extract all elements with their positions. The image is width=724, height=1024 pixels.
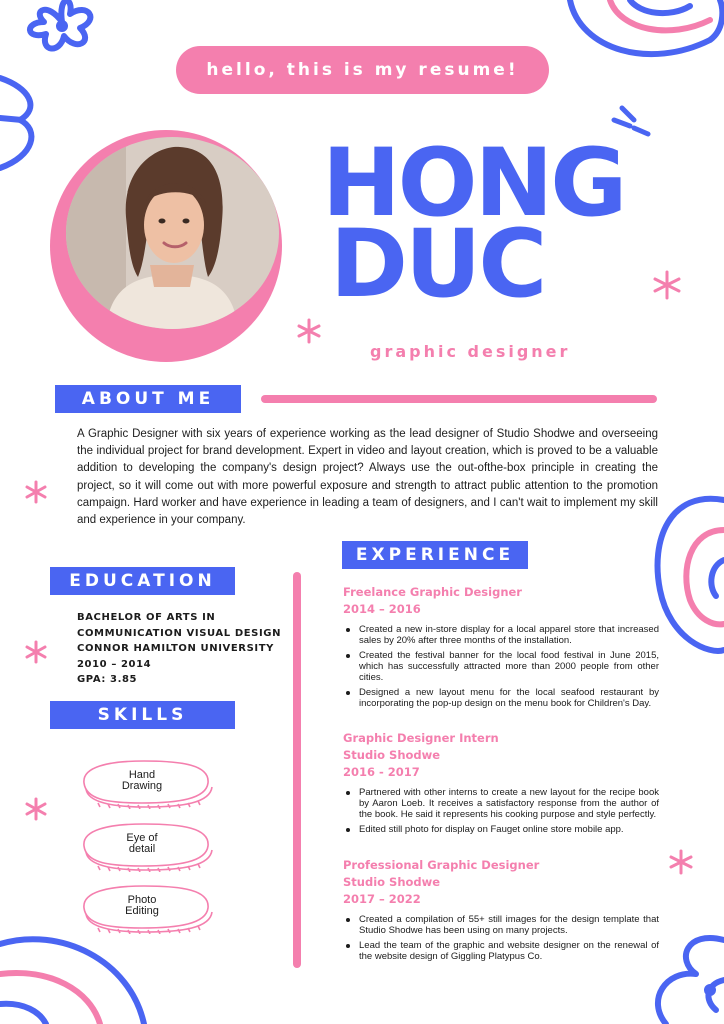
job-bullet: Lead the team of the graphic and website designer on the renewal of the website design of Giggling Platypus Co.	[343, 940, 659, 962]
skill-label: Eye of detail	[126, 831, 158, 855]
education-line: COMMUNICATION VISUAL DESIGN	[77, 627, 282, 639]
flower-doodle-icon	[18, 0, 108, 60]
asterisk-doodle-icon	[24, 640, 48, 664]
job-company: Studio Shodwe	[343, 748, 441, 762]
skills-heading: SKILLS	[50, 701, 235, 729]
about-heading: ABOUT ME	[55, 385, 241, 413]
job-role: Graphic Designer Intern	[343, 731, 499, 745]
asterisk-doodle-icon	[24, 480, 48, 504]
job-role: Professional Graphic Designer	[343, 858, 540, 872]
job-bullets	[343, 787, 659, 835]
job-role: graphic designer	[370, 342, 571, 361]
asterisk-doodle-icon	[24, 797, 48, 821]
job-company: Studio Shodwe	[343, 875, 441, 889]
job-bullets	[343, 914, 659, 962]
job-bullet: Created the festival banner for the local food festival in June 2015, which has successfully attracted more than 2000 people from other cities.	[343, 650, 659, 683]
education-line: CONNOR HAMILTON UNIVERSITY	[77, 643, 274, 654]
job-entry	[343, 730, 659, 839]
asterisk-doodle-icon	[668, 849, 694, 875]
job-bullet: Designed a new layout menu for the local seafood restaurant by incorporating the pop-up design on the menu book for Children's Day.	[343, 687, 659, 709]
leaf-doodle-icon	[0, 68, 50, 178]
about-paragraph: A Graphic Designer with six years of experience working as the lead designer of Studio Shodwe and overseeing the individual project for brand development. Expert in video and layout creation, which is proved to be a valuable addition to developing the company's design project? Always use the out-ofthe-box principle in creating the project, so it will come out with more powerful exposure and strength to attract public attention to the promotion campaign. Hard worker and have experience in leading a team of designers, and I can't wait to implement my skill and experience in your company.	[77, 428, 658, 527]
job-period: 2014 – 2016	[343, 602, 421, 616]
job-period: 2016 - 2017	[343, 765, 420, 779]
job-entry	[343, 857, 659, 966]
experience-heading: EXPERIENCE	[342, 541, 528, 569]
swirl-doodle-icon	[560, 0, 724, 70]
education-line: BACHELOR OF ARTS IN	[77, 612, 216, 623]
skill-badge	[78, 822, 216, 872]
skill-label: Hand Drawing	[121, 768, 163, 792]
job-bullets	[343, 624, 659, 709]
greeting-banner: hello, this is my resume!	[176, 46, 549, 94]
education-line: GPA: 3.85	[77, 674, 138, 685]
arc-doodle-icon	[0, 930, 150, 1024]
skill-badge	[78, 759, 216, 809]
skill-badge	[78, 884, 216, 934]
profile-photo	[66, 137, 279, 329]
column-divider	[293, 572, 301, 968]
job-entry	[343, 584, 659, 713]
job-period: 2017 – 2022	[343, 892, 421, 906]
job-bullet: Created a new in-store display for a local apparel store that increased sales by 20% after three months of the installation.	[343, 624, 659, 646]
job-bullet: Edited still photo for display on Fauget online store mobile app.	[343, 824, 659, 835]
job-bullet: Partnered with other interns to create a new layout for the recipe book by Aaron Loeb. It receives a satisfactory response from the author of the book. He said it represents his cooking purpose and style perfectly.	[343, 787, 659, 820]
job-bullet: Created a compilation of 55+ still images for the design template that Studio Shodwe has been using on many projects.	[343, 914, 659, 936]
skill-label: Photo Editing	[125, 893, 159, 917]
name-first-line: HONG	[322, 129, 625, 238]
asterisk-doodle-icon	[296, 318, 322, 344]
spiral-doodle-icon	[650, 490, 724, 660]
about-divider-line	[261, 395, 657, 403]
name-second-line: DUC	[330, 210, 545, 319]
education-details	[77, 610, 287, 688]
job-role: Freelance Graphic Designer	[343, 585, 522, 599]
education-line: 2010 – 2014	[77, 658, 152, 670]
education-heading: EDUCATION	[50, 567, 235, 595]
